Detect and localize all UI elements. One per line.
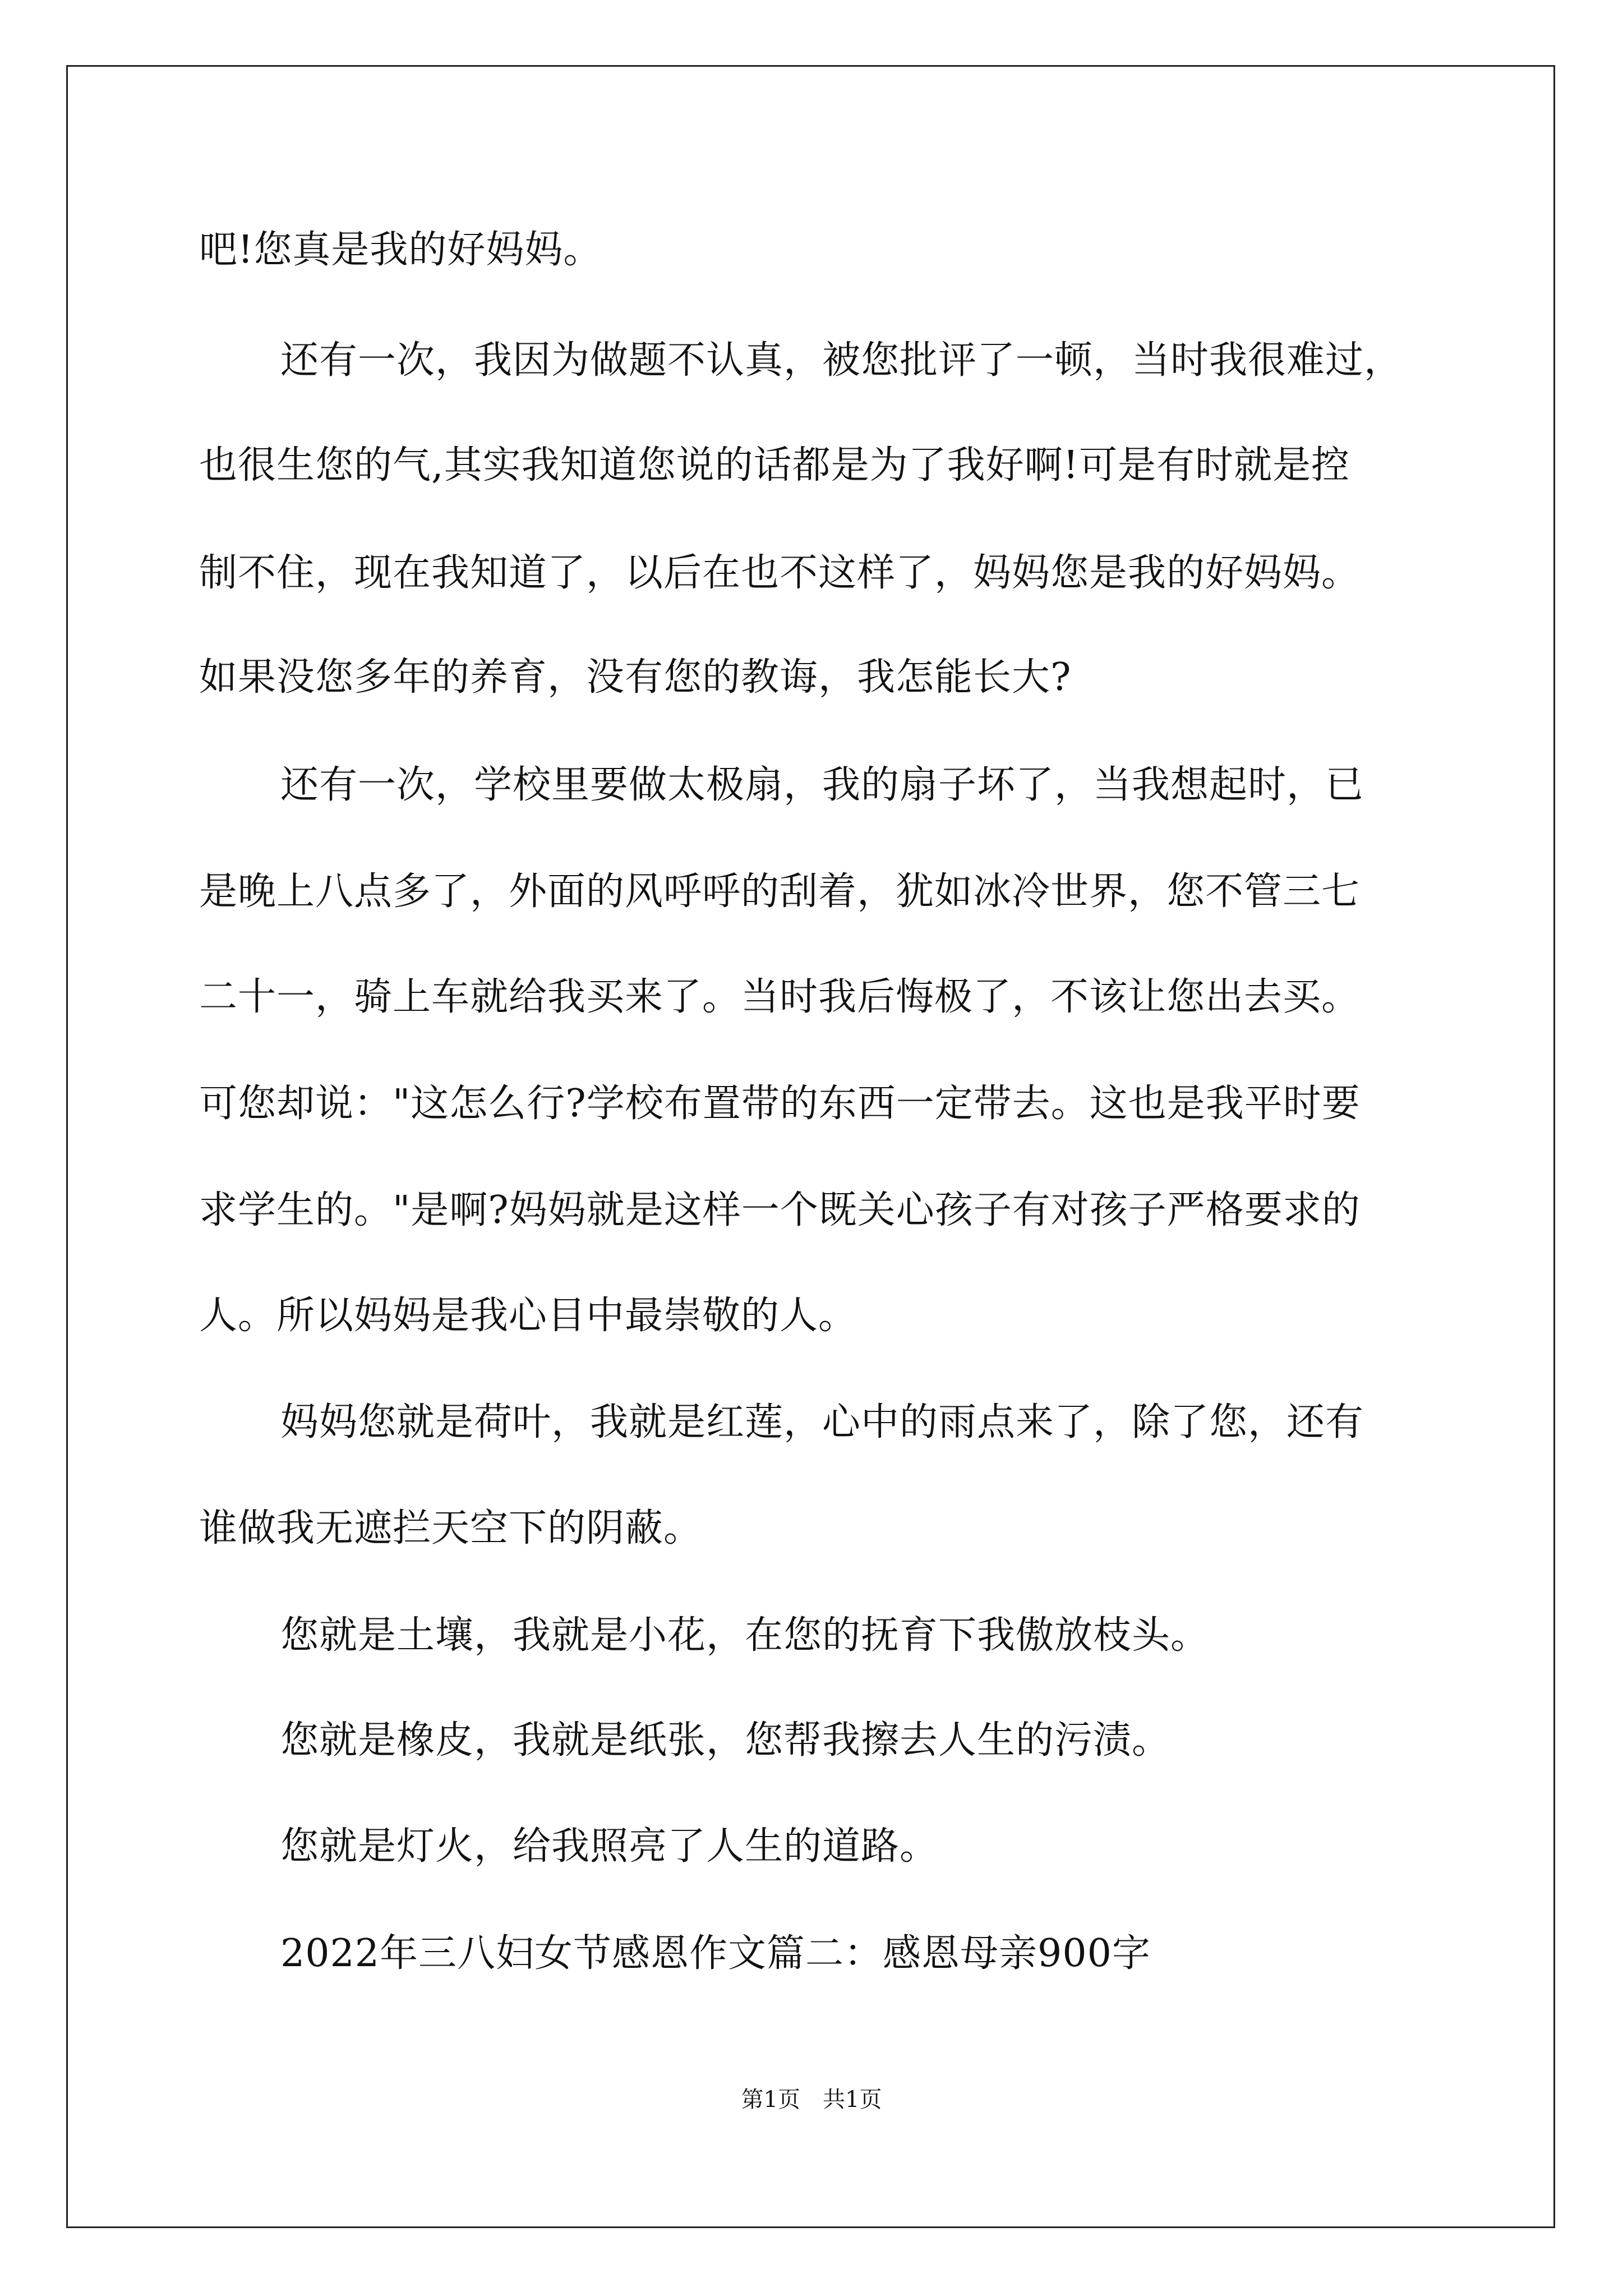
text-line-11: 人。所以妈妈是我心目中最崇敬的人。 (199, 1294, 857, 1338)
page-number-footer: 第1页 共1页 (741, 2087, 882, 2113)
text-line-17: 2022年三八妇女节感恩作文篇二：感恩母亲900字 (280, 1931, 1151, 1976)
text-line-8: 二十一，骑上车就给我买来了。当时我后悔极了，不该让您出去买。 (199, 975, 1361, 1019)
text-line-12: 妈妈您就是荷叶，我就是红莲，心中的雨点来了，除了您，还有 (280, 1400, 1364, 1444)
text-line-2: 还有一次，我因为做题不认真，被您批评了一顿，当时我很难过， (280, 338, 1403, 383)
text-line-9: 可您却说："这怎么行?学校布置带的东西一定带去。这也是我平时要 (199, 1082, 1361, 1126)
text-line-10: 求学生的。"是啊?妈妈就是这样一个既关心孩子有对孩子严格要求的 (199, 1188, 1361, 1232)
text-line-6: 还有一次，学校里要做太极扇，我的扇子坏了，当我想起时，已 (280, 763, 1364, 807)
text-line-4: 制不住，现在我知道了，以后在也不这样了，妈妈您是我的好妈妈。 (199, 551, 1361, 595)
text-line-16: 您就是灯火，给我照亮了人生的道路。 (280, 1824, 939, 1869)
page-border (66, 65, 1555, 2228)
text-line-14: 您就是土壤，我就是小花，在您的抚育下我傲放枝头。 (280, 1613, 1210, 1658)
text-line-15: 您就是橡皮，我就是纸张，您帮我擦去人生的污渍。 (280, 1718, 1171, 1763)
text-line-13: 谁做我无遮拦天空下的阴蔽。 (199, 1506, 703, 1550)
text-line-5: 如果没您多年的养育，没有您的教诲，我怎能长大? (199, 655, 1072, 700)
text-line-3: 也很生您的气,其实我知道您说的话都是为了我好啊!可是有时就是控 (199, 443, 1350, 487)
text-line-7: 是晚上八点多了，外面的风呼呼的刮着，犹如冰冷世界，您不管三七 (199, 869, 1361, 914)
text-line-1: 吧!您真是我的好妈妈。 (199, 228, 602, 272)
